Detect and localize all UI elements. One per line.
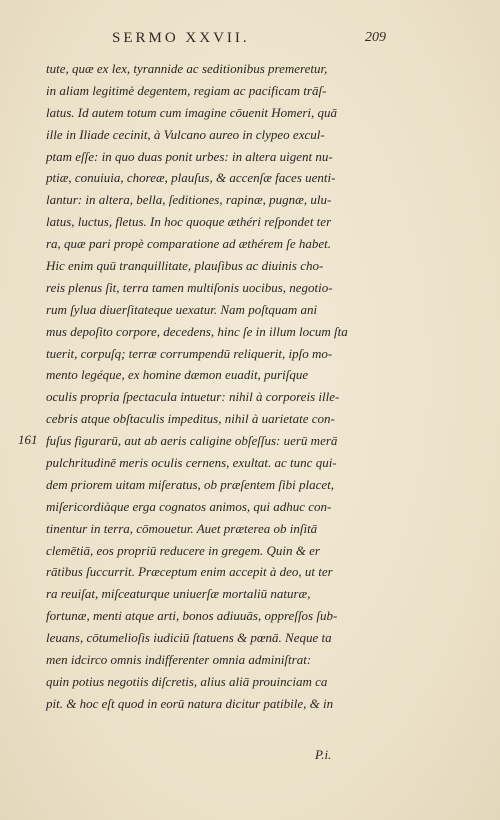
- text-line: pulchritudinē meris oculis cernens, exultat. ac tunc qui-: [46, 455, 337, 471]
- signature-mark: P.i.: [315, 747, 332, 762]
- text-line: quin potius negotiis diſcretis, alius aliā prouinciam ca: [46, 673, 328, 689]
- text-line: fuſus figurarū, aut ab aeris caligine obſeſſus: uerū merā: [46, 433, 338, 449]
- text-line: miſericordiàque erga cognatos animos, qui adhuc con-: [46, 498, 332, 514]
- text-line: men idcirco omnis indifferenter omnia adminiſtrat:: [46, 652, 312, 668]
- text-line: tinentur in terra, cōmouetur. Auet præterea ob inſitā: [46, 520, 318, 536]
- text-line: rum ſylua diuerſitateque uexatur. Nam poſtquam ani: [46, 301, 318, 317]
- text-line: reis plenus ſit, terra tamen multiſonis uocibus, negotio-: [46, 279, 333, 295]
- text-line: ptam eſſe: in quo duas ponit urbes: in altera uigent nu-: [46, 148, 333, 164]
- text-line: mus depoſito corpore, decedens, hinc ſe in illum locum ſta: [46, 323, 348, 339]
- text-line: ptiæ, conuiuia, choreæ, plauſus, & accenſæ faces uenti-: [46, 170, 336, 186]
- page-number: 209: [365, 30, 386, 45]
- text-line: cebris atque obſtaculis impeditus, nihil à uarietate con-: [46, 411, 335, 427]
- text-line: lantur: in altera, bella, ſeditiones, rapinæ, pugnæ, ulu-: [46, 192, 332, 208]
- running-title: SERMO XXVII.: [112, 30, 250, 46]
- text-line: ra reuiſat, miſceaturque uniuerſæ mortaliū naturæ,: [46, 586, 311, 602]
- text-line: ra, quæ pari propè comparatione ad æthérem ſe habet.: [46, 236, 332, 252]
- text-line: latus, luctus, fletus. In hoc quoque æthéri reſpondet ter: [46, 214, 332, 230]
- text-line: clemētiā, eos propriū reducere in gregem. Quin & er: [46, 542, 320, 558]
- text-line: pit. & hoc eſt quod in eorū natura dicitur patibile, & in: [46, 695, 334, 711]
- text-line: rātibus ſuccurrit. Præceptum enim accepit à deo, ut ter: [46, 564, 333, 580]
- text-line: in aliam legitimè degentem, regiam ac pacificam trāſ-: [46, 82, 327, 98]
- text-line: oculis propria ſpectacula intuetur: nihil à corporeis ille-: [46, 389, 340, 405]
- margin-note: 161: [18, 432, 38, 447]
- text-line: ille in Iliade cecinit, à Vulcano aureo in clypeo excul-: [46, 126, 325, 142]
- text-line: leuans, cōtumelioſis iudiciū ſtatuens & pœnā. Neque ta: [46, 630, 332, 646]
- text-line: dem priorem uitam miſeratus, ob præſentem ſibi placet,: [46, 476, 335, 492]
- text-line: tute, quæ ex lex, tyrannide ac seditionibus premeretur,: [46, 61, 328, 76]
- text-line: Hic enim quū tranquillitate, plauſibus ac diuinis cho-: [46, 258, 324, 274]
- text-line: tuerit, corpuſq; terræ corrumpendū reliquerit, ipſo mo-: [46, 345, 333, 361]
- page-header: [0, 30, 500, 52]
- text-line: latus. Id autem totum cum imagine cōuenit Homeri, quā: [46, 104, 338, 120]
- body-text: [46, 58, 406, 715]
- text-line: mento legéque, ex homine dæmon euadit, puriſque: [46, 367, 309, 383]
- text-line: fortunæ, menti atque arti, bonos adiuuās, oppreſſos ſub-: [46, 608, 338, 624]
